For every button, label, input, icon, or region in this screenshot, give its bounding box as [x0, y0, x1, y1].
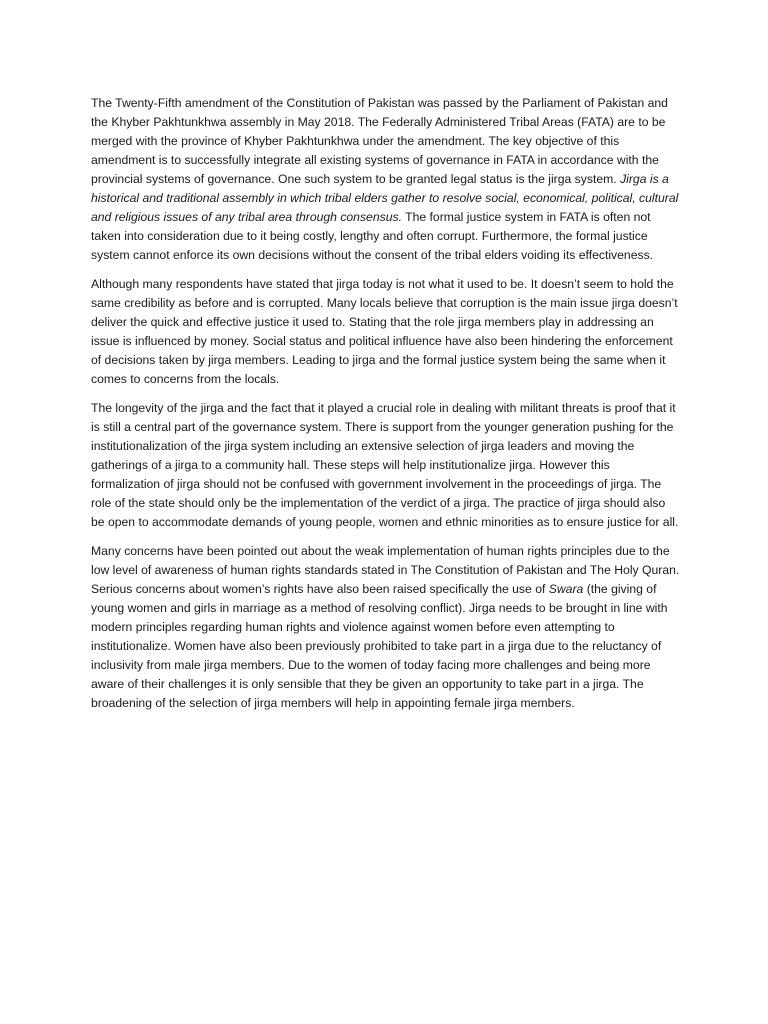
paragraph-4 — [91, 542, 681, 713]
paragraph-1-outro: The formal justice system in FATA is often not taken into consideration due to it being costly, lengthy and often corrupt. Furthermore, the formal justice system cannot enforce its own decisions without the consent of the tribal elders voiding its effectiveness. — [91, 210, 654, 262]
paragraph-2: Although many respondents have stated that jirga today is not what it used to be. It doesn’t seem to hold the same credibility as before and is corrupted. Many locals believe that corruption is the main issue jirga doesn’t deliver the quick and effective justice it used to. Stating that the role jirga members play in addressing an issue is influenced by money. Social status and political influence have also been hindering the enforcement of decisions taken by jirga members. Leading to jirga and the formal justice system being the same when it comes to concerns from the locals. — [91, 277, 678, 386]
document-page — [91, 94, 681, 723]
swara-term-italic: Swara — [548, 582, 584, 596]
jirga-definition-italic: Jirga is a historical and traditional assembly in which tribal elders gather to resolve social, economical, political, cultural and religious issues of any tribal area through consensus. — [91, 172, 679, 224]
paragraph-3: The longevity of the jirga and the fact that it played a crucial role in dealing with militant threats is proof that it is still a central part of the governance system. There is support from the younger generation pushing for the institutionalization of the jirga system including an extensive selection of jirga leaders and moving the gatherings of a jirga to a community hall. These steps will help institutionalize jirga. However this formalization of jirga should not be confused with government involvement in the proceedings of jirga. The role of the state should only be the implementation of the verdict of a jirga. The practice of jirga should also be open to accommodate demands of young people, women and ethnic minorities as to ensure justice for all. — [91, 401, 679, 529]
paragraph-4-intro: Many concerns have been pointed out about the weak implementation of human rights principles due to the low level of awareness of human rights standards stated in The Constitution of Pakistan and The Holy Quran. Serious concerns about women’s rights have also been raised specifically the use of — [91, 544, 680, 596]
paragraph-4-outro: (the giving of young women and girls in marriage as a method of resolving conflict). Jirga needs to be brought in line with modern principles regarding human rights and violence against women before even attempting to institutionalize. Women have also been previously prohibited to take part in a jirga due to the reluctancy of inclusivity from male jirga members. Due to the women of today facing more challenges and being more aware of their challenges it is only sensible that they be given an opportunity to take part in a jirga. The broadening of the selection of jirga members will help in appointing female jirga members. — [91, 582, 668, 710]
paragraph-1 — [91, 94, 681, 265]
paragraph-1-intro: The Twenty-Fifth amendment of the Constitution of Pakistan was passed by the Parliament of Pakistan and the Khyber Pakhtunkhwa assembly in May 2018. The Federally Administered Tribal Areas (FATA) are to be merged with the province of Khyber Pakhtunkhwa under the amendment. The key objective of this amendment is to successfully integrate all existing systems of governance in FATA in accordance with the provincial systems of governance. One such system to be granted legal status is the jirga system. — [91, 96, 668, 186]
